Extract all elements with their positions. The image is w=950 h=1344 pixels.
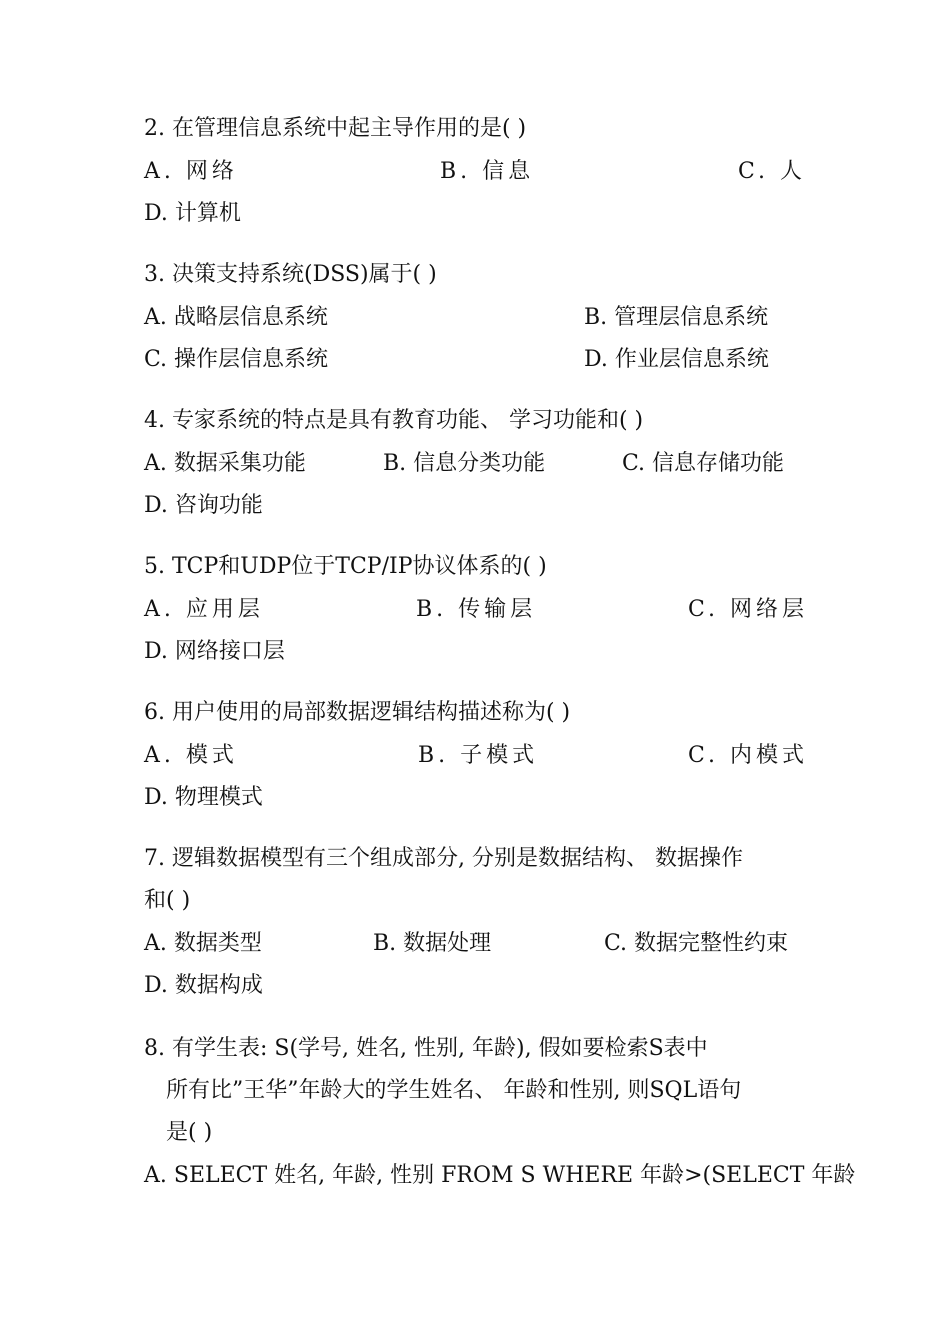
- question-4-option-a: A. 数据采集功能: [144, 451, 306, 476]
- question-4-option-c: C. 信息存储功能: [622, 451, 785, 476]
- question-6-option-d: D. 物理模式: [144, 785, 263, 810]
- question-6-stem: 6. 用户使用的局部数据逻辑结构描述称为( ): [144, 700, 571, 725]
- question-4-option-b: B. 信息分类功能: [383, 451, 546, 476]
- question-2-option-c: C. 人: [738, 159, 807, 184]
- question-7-option-a: A. 数据类型: [144, 931, 262, 956]
- question-4-option-d: D. 咨询功能: [144, 493, 263, 518]
- question-7-option-c: C. 数据完整性约束: [604, 931, 789, 956]
- question-5-option-a: A. 应用层: [144, 597, 264, 622]
- question-2-option-b: B. 信息: [440, 159, 535, 184]
- question-6-option-c: C. 内模式: [688, 743, 809, 768]
- question-3-option-b: B. 管理层信息系统: [584, 305, 769, 330]
- question-7-stem-line-1: 7. 逻辑数据模型有三个组成部分, 分别是数据结构、 数据操作: [144, 846, 743, 871]
- question-5-option-b: B. 传输层: [416, 597, 537, 622]
- question-7-option-b: B. 数据处理: [373, 931, 492, 956]
- question-8-option-a: A. SELECT 姓名, 年龄, 性别 FROM S WHERE 年龄>(SELECT 年龄: [144, 1163, 856, 1188]
- question-7-stem-line-2: 和( ): [144, 888, 191, 913]
- question-3-option-d: D. 作业层信息系统: [584, 347, 769, 372]
- question-8-stem-line-1: 8. 有学生表: S(学号, 姓名, 性别, 年龄), 假如要检索S表中: [144, 1036, 708, 1061]
- question-8-stem-line-3: 是( ): [166, 1120, 213, 1145]
- question-5-option-c: C. 网络层: [688, 597, 809, 622]
- question-7-option-d: D. 数据构成: [144, 973, 263, 998]
- question-3-option-c: C. 操作层信息系统: [144, 347, 329, 372]
- question-6-option-a: A. 模式: [144, 743, 238, 768]
- question-2-option-a: A. 网络: [144, 159, 238, 184]
- question-5-option-d: D. 网络接口层: [144, 639, 285, 664]
- question-8-stem-line-2: 所有比”王华”年龄大的学生姓名、 年龄和性别, 则SQL语句: [166, 1078, 742, 1103]
- question-3-stem: 3. 决策支持系统(DSS)属于( ): [144, 262, 437, 287]
- question-2-stem: 2. 在管理信息系统中起主导作用的是( ): [144, 116, 527, 141]
- question-3-option-a: A. 战略层信息系统: [144, 305, 328, 330]
- question-4-stem: 4. 专家系统的特点是具有教育功能、 学习功能和( ): [144, 408, 644, 433]
- question-2-option-d: D. 计算机: [144, 201, 241, 226]
- question-5-stem: 5. TCP和UDP位于TCP/IP协议体系的( ): [144, 554, 547, 579]
- question-6-option-b: B. 子模式: [418, 743, 539, 768]
